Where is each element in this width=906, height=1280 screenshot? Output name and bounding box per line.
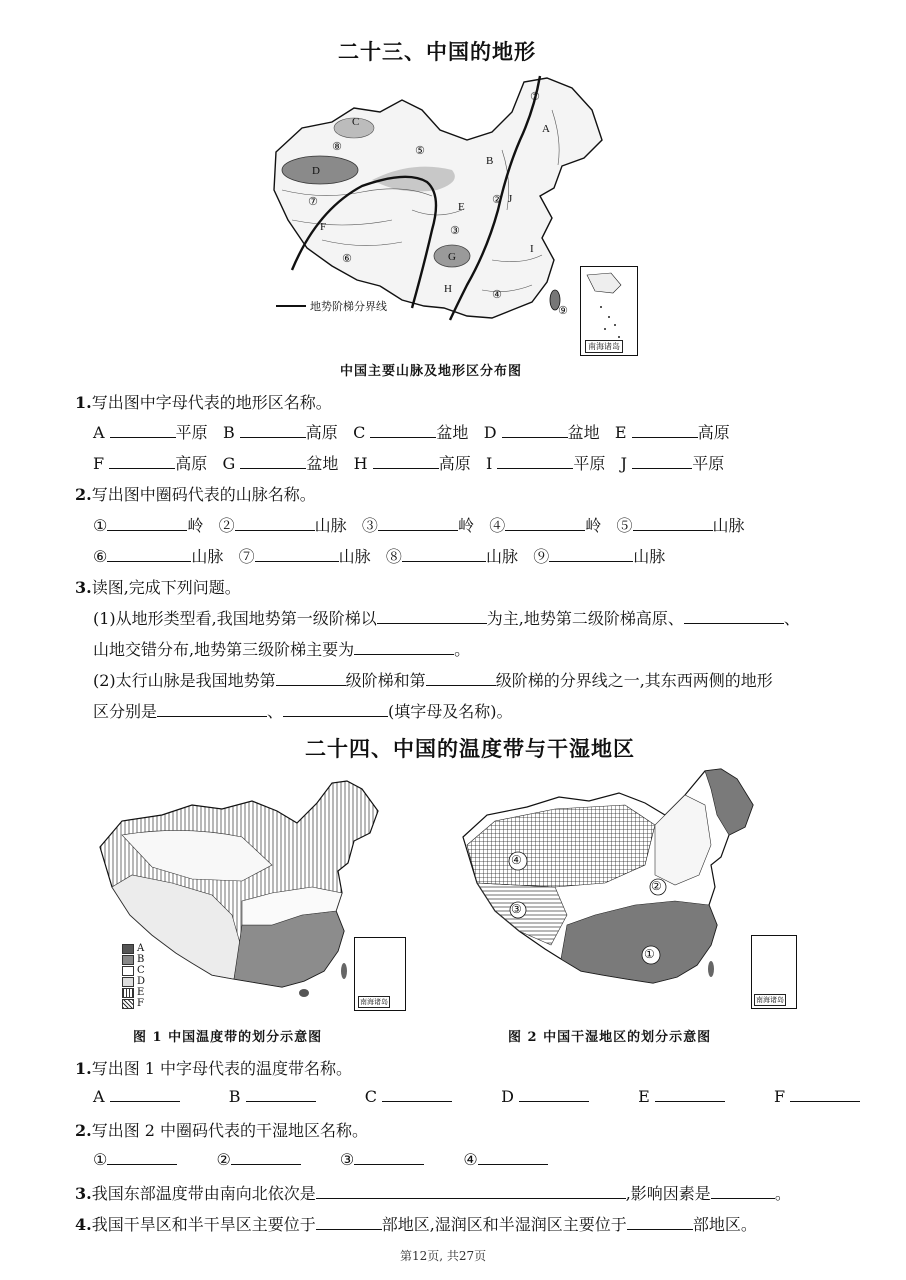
svg-text:⑦: ⑦: [308, 195, 318, 208]
temp-blank-F[interactable]: [790, 1087, 860, 1102]
fig1-legend: [122, 943, 145, 1009]
s24-q2-row: ① ② ③ ④: [93, 1150, 548, 1169]
answer-blank-E[interactable]: [632, 423, 698, 438]
south-china-sea-inset: [580, 266, 638, 356]
svg-text:F: F: [320, 221, 327, 233]
answer-blank-F[interactable]: [109, 454, 175, 469]
svg-text:I: I: [530, 243, 534, 255]
temp-blank-A[interactable]: [110, 1087, 180, 1102]
fig1-inset: [354, 937, 406, 1011]
terrain-map: [262, 70, 642, 355]
answer-blank-A[interactable]: [110, 423, 176, 438]
s23-q3-p2-line2: 区分别是 、 (填字母及名称)。: [93, 702, 513, 721]
answer-blank-D[interactable]: [502, 423, 568, 438]
legend-F: F: [122, 998, 145, 1009]
dry-wet-region-map-svg: [455, 765, 795, 1015]
legend-D: D: [122, 976, 145, 987]
legend-A: A: [122, 943, 145, 954]
fig2-inset-label: 南海诸岛: [756, 996, 784, 1004]
temperature-zone-map: [92, 775, 422, 1015]
answer-blank-m4[interactable]: [505, 516, 585, 531]
s23-q2-row1: ① 岭 ② 山脉 ③ 岭 ④ 岭 ⑤ 山脉: [93, 516, 745, 535]
section-24-title: 二十四、中国的温度带与干湿地区: [305, 737, 635, 761]
answer-blank-m8[interactable]: [402, 547, 486, 562]
inset-label: 南海诸岛: [585, 340, 623, 353]
wet-region-blank[interactable]: [627, 1215, 693, 1230]
svg-text:⑧: ⑧: [332, 140, 342, 153]
answer-blank-m2[interactable]: [235, 516, 315, 531]
section-23-title: 二十三、中国的地形: [338, 40, 536, 64]
svg-text:B: B: [486, 155, 494, 167]
fig2-caption: 图 2 中国干湿地区的划分示意图: [508, 1030, 712, 1045]
answer-blank-C[interactable]: [370, 423, 436, 438]
s23-q3-prompt: 3.读图,完成下列问题。: [75, 578, 241, 597]
s24-q1-row: A B C D E F: [93, 1087, 860, 1106]
drywet-blank-4[interactable]: [478, 1150, 548, 1165]
dry-region-blank[interactable]: [316, 1215, 382, 1230]
svg-text:E: E: [458, 201, 465, 213]
svg-text:A: A: [542, 123, 550, 135]
answer-blank-m9[interactable]: [549, 547, 633, 562]
answer-blank-q3-1[interactable]: [377, 609, 487, 624]
answer-blank-q3-5[interactable]: [426, 671, 496, 686]
answer-blank-m6[interactable]: [107, 547, 191, 562]
svg-text:②: ②: [492, 193, 502, 206]
s23-q1-row1: A 平原 B 高原 C 盆地 D 盆地 E 高原: [93, 423, 730, 442]
s24-q1-prompt: 1.写出图 1 中字母代表的温度带名称。: [75, 1059, 353, 1078]
answer-blank-m1[interactable]: [107, 516, 187, 531]
svg-text:⑤: ⑤: [415, 144, 425, 157]
answer-blank-B[interactable]: [240, 423, 306, 438]
svg-text:G: G: [448, 251, 456, 263]
svg-text:J: J: [508, 193, 513, 205]
answer-blank-m7[interactable]: [255, 547, 339, 562]
s24-q4: 4.我国干旱区和半干旱区主要位于 部地区,湿润区和半湿润区主要位于 部地区。: [75, 1215, 757, 1234]
fig1-inset-label: 南海诸岛: [360, 998, 388, 1006]
svg-text:③: ③: [450, 224, 460, 237]
legend-E: E: [122, 987, 145, 998]
temp-order-blank[interactable]: [316, 1184, 626, 1199]
svg-text:C: C: [352, 116, 360, 128]
drywet-blank-3[interactable]: [354, 1150, 424, 1165]
factor-blank[interactable]: [711, 1184, 775, 1199]
dry-wet-region-map: [455, 765, 795, 1015]
temp-blank-B[interactable]: [246, 1087, 316, 1102]
fig2-mark-1: ①: [644, 947, 655, 961]
answer-blank-q3-7[interactable]: [283, 702, 388, 717]
fig2-mark-4: ④: [511, 853, 522, 867]
answer-blank-H[interactable]: [373, 454, 439, 469]
answer-blank-I[interactable]: [497, 454, 573, 469]
terrain-map-legend: 地势阶梯分界线: [310, 300, 387, 313]
fig2-mark-3: ③: [511, 902, 522, 916]
svg-text:⑥: ⑥: [342, 252, 352, 265]
legend-B: B: [122, 954, 145, 965]
s23-q2-row2: ⑥ 山脉 ⑦ 山脉 ⑧ 山脉 ⑨ 山脉: [93, 547, 666, 566]
fig2-inset: [751, 935, 797, 1009]
answer-blank-G[interactable]: [240, 454, 306, 469]
answer-blank-q3-3[interactable]: [354, 640, 454, 655]
s23-q3-p1-line2: 山地交错分布,地势第三级阶梯主要为 。: [93, 640, 471, 659]
answer-blank-J[interactable]: [632, 454, 692, 469]
answer-blank-m3[interactable]: [378, 516, 458, 531]
answer-blank-q3-2[interactable]: [684, 609, 784, 624]
s23-q1-prompt: 1.写出图中字母代表的地形区名称。: [75, 393, 332, 412]
temp-blank-D[interactable]: [519, 1087, 589, 1102]
temp-blank-E[interactable]: [655, 1087, 725, 1102]
legend-C: C: [122, 965, 145, 976]
answer-blank-m5[interactable]: [633, 516, 713, 531]
s23-q1-row2: F 高原 G 盆地 H 高原 I 平原 J 平原: [93, 454, 725, 473]
drywet-blank-1[interactable]: [107, 1150, 177, 1165]
svg-text:①: ①: [530, 90, 540, 103]
s24-q2-prompt: 2.写出图 2 中圈码代表的干湿地区名称。: [75, 1121, 369, 1140]
drywet-blank-2[interactable]: [231, 1150, 301, 1165]
s23-q2-prompt: 2.写出图中圈码代表的山脉名称。: [75, 485, 316, 504]
svg-text:④: ④: [492, 288, 502, 301]
svg-text:D: D: [312, 165, 320, 177]
temp-blank-C[interactable]: [382, 1087, 452, 1102]
svg-text:H: H: [444, 283, 452, 295]
svg-text:⑨: ⑨: [558, 304, 568, 317]
answer-blank-q3-4[interactable]: [276, 671, 346, 686]
s23-q3-p2-line1: (2)太行山脉是我国地势第 级阶梯和第 级阶梯的分界线之一,其东西两侧的地形: [93, 671, 773, 690]
terrain-map-caption: 中国主要山脉及地形区分布图: [340, 364, 523, 379]
fig2-mark-2: ②: [651, 879, 662, 893]
s23-q3-p1-line1: (1)从地形类型看,我国地势第一级阶梯以 为主,地势第二级阶梯高原、 、: [93, 609, 800, 628]
page-footer: 第12页, 共27页: [400, 1249, 487, 1263]
fig1-caption: 图 1 中国温度带的划分示意图: [133, 1030, 323, 1045]
answer-blank-q3-6[interactable]: [157, 702, 267, 717]
s24-q3: 3.我国东部温度带由南向北依次是 ,影响因素是 。: [75, 1184, 791, 1203]
